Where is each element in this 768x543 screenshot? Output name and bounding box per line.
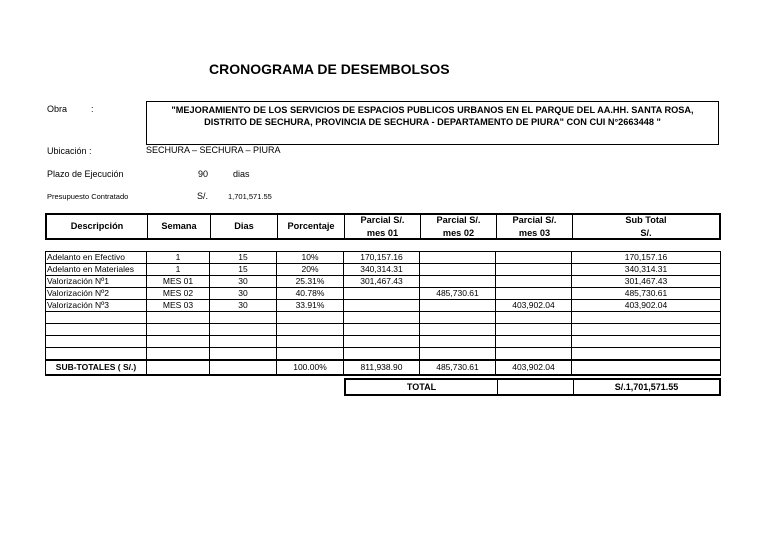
subtotales-mes-01: 811,938.90: [344, 361, 420, 374]
header-porcentaje: Porcentaje: [278, 215, 345, 238]
cell-semana: [147, 336, 210, 347]
cell-dias: 15: [210, 252, 277, 263]
plazo-value: 90: [198, 169, 209, 179]
header-subtotal: [573, 215, 719, 238]
plazo-unit: dias: [233, 169, 250, 179]
cell-mes-03: [496, 312, 572, 323]
cell-mes-01: [344, 288, 420, 299]
cell-descripcion: Adelanto en Efectivo: [46, 252, 147, 263]
table-row: [46, 324, 720, 336]
ubicacion-label: Ubicación :: [47, 146, 92, 156]
cell-mes-03: [496, 336, 572, 347]
cell-semana: [147, 324, 210, 335]
table-body: [45, 251, 721, 376]
header-parcial-2-top: Parcial S/.: [436, 214, 481, 225]
cell-dias: [210, 324, 277, 335]
cell-semana: MES 02: [147, 288, 210, 299]
cell-porcentaje: 20%: [277, 264, 344, 275]
cell-dias: [210, 312, 277, 323]
cell-porcentaje: 25.31%: [277, 276, 344, 287]
subtotales-label: SUB-TOTALES ( S/.): [46, 361, 147, 374]
cell-mes-02: [420, 300, 496, 311]
table-header: [45, 213, 721, 240]
cell-mes-02: [420, 312, 496, 323]
obra-line-2: DISTRITO DE SECHURA, PROVINCIA DE SECHURA - DEPARTAMENTO DE PIURA" CON CUI N°2663448 ": [204, 117, 661, 127]
cell-mes-01: [344, 312, 420, 323]
header-parcial-2-bottom: mes 02: [442, 227, 475, 238]
presupuesto-value: 1,701,571.55: [228, 192, 272, 201]
cell-descripcion: [46, 348, 147, 359]
presupuesto-currency: S/.: [197, 191, 209, 201]
cell-subtotal: 170,157.16: [624, 252, 668, 262]
cell-porcentaje: [277, 312, 344, 323]
cell-subtotal: 301,467.43: [624, 276, 668, 286]
table-row: [46, 288, 720, 300]
cell-semana: MES 01: [147, 276, 210, 287]
header-dias: Dias: [211, 215, 278, 238]
total-row: [344, 378, 721, 396]
header-parcial-3-top: Parcial S/.: [512, 214, 557, 225]
cell-mes-03: [496, 276, 572, 287]
obra-description-box: [146, 101, 719, 145]
cell-dias: 30: [210, 300, 277, 311]
cell-porcentaje: 40.78%: [277, 288, 344, 299]
cell-mes-01: [344, 300, 420, 311]
cell-semana: 1: [147, 252, 210, 263]
cell-dias: 30: [210, 288, 277, 299]
table-row: [46, 300, 720, 312]
obra-label: Obra: [47, 104, 68, 114]
obra-line-1: "MEJORAMIENTO DE LOS SERVICIOS DE ESPACIOS PUBLICOS URBANOS EN EL PARQUE DEL AA.HH. SANTA ROSA,: [171, 105, 694, 115]
header-parcial-3-bottom: mes 03: [518, 227, 551, 238]
cell-subtotal: [572, 312, 720, 323]
cell-mes-02: 485,730.61: [420, 288, 496, 299]
cell-mes-03: 403,902.04: [496, 300, 572, 311]
cell-mes-03: [496, 252, 572, 263]
header-semana: Semana: [148, 215, 211, 238]
table-row: [46, 348, 720, 360]
subtotales-row: [46, 360, 720, 376]
total-value: S/.1,701,571.55: [614, 382, 679, 392]
subtotales-subtotal: [572, 361, 720, 374]
cell-descripcion: Adelanto en Materiales: [46, 264, 147, 275]
subtotales-pct: 100.00%: [277, 361, 344, 374]
cell-mes-02: [420, 252, 496, 263]
header-parcial-1-bottom: mes 01: [366, 227, 399, 238]
subtotales-mes-03: 403,902.04: [496, 361, 572, 374]
header-parcial-1-top: Parcial S/.: [360, 214, 405, 225]
cell-mes-02: [420, 264, 496, 275]
obra-colon: :: [91, 104, 94, 114]
cell-mes-01: 340,314.31: [344, 264, 420, 275]
cell-mes-02: [420, 276, 496, 287]
table-row: [46, 312, 720, 324]
cell-subtotal: [572, 336, 720, 347]
plazo-label: Plazo de Ejecución: [47, 169, 124, 179]
cell-dias: 15: [210, 264, 277, 275]
cell-porcentaje: [277, 336, 344, 347]
ubicacion-value: SECHURA – SECHURA – PIURA: [146, 145, 281, 155]
subtotales-semana: [147, 361, 210, 374]
table-row: [46, 336, 720, 348]
cell-mes-03: [496, 348, 572, 359]
cell-mes-01: [344, 348, 420, 359]
cell-dias: [210, 348, 277, 359]
cell-semana: [147, 348, 210, 359]
cell-mes-02: [420, 324, 496, 335]
header-parcial-mes-01: [345, 215, 421, 238]
cell-subtotal: [572, 348, 720, 359]
header-parcial-mes-03: [497, 215, 573, 238]
table-row: [46, 264, 720, 276]
cell-mes-03: [496, 264, 572, 275]
presupuesto-label: Presupuesto Contratado: [47, 192, 129, 201]
cell-descripcion: Valorización Nº3: [46, 300, 147, 311]
cell-mes-03: [496, 288, 572, 299]
cell-mes-02: [420, 336, 496, 347]
cell-mes-01: [344, 336, 420, 347]
header-descripcion: Descripción: [47, 215, 148, 238]
table-row: [46, 252, 720, 264]
header-subtotal-bottom: S/.: [640, 227, 652, 238]
cell-mes-02: [420, 348, 496, 359]
cell-descripcion: Valorización Nº1: [46, 276, 147, 287]
cell-descripcion: [46, 324, 147, 335]
cell-dias: 30: [210, 276, 277, 287]
cell-mes-01: 301,467.43: [344, 276, 420, 287]
cell-subtotal: 340,314.31: [624, 264, 668, 274]
cell-subtotal: 403,902.04: [624, 300, 668, 310]
cell-mes-01: 170,157.16: [344, 252, 420, 263]
cell-porcentaje: [277, 348, 344, 359]
page-title: CRONOGRAMA DE DESEMBOLSOS: [209, 61, 450, 77]
total-empty: [498, 380, 574, 394]
header-subtotal-top: Sub Total: [625, 214, 667, 225]
cell-subtotal: [572, 324, 720, 335]
cell-semana: 1: [147, 264, 210, 275]
subtotales-dias: [210, 361, 277, 374]
cell-mes-01: [344, 324, 420, 335]
cell-semana: [147, 312, 210, 323]
cell-porcentaje: 33.91%: [277, 300, 344, 311]
cell-subtotal: 485,730.61: [624, 288, 668, 298]
cell-mes-03: [496, 324, 572, 335]
cell-porcentaje: 10%: [277, 252, 344, 263]
cell-descripcion: [46, 312, 147, 323]
cell-porcentaje: [277, 324, 344, 335]
cell-dias: [210, 336, 277, 347]
total-label: TOTAL: [346, 380, 498, 394]
cell-semana: MES 03: [147, 300, 210, 311]
subtotales-mes-02: 485,730.61: [420, 361, 496, 374]
cell-descripcion: [46, 336, 147, 347]
table-row: [46, 276, 720, 288]
header-parcial-mes-02: [421, 215, 497, 238]
cell-descripcion: Valorización Nº2: [46, 288, 147, 299]
